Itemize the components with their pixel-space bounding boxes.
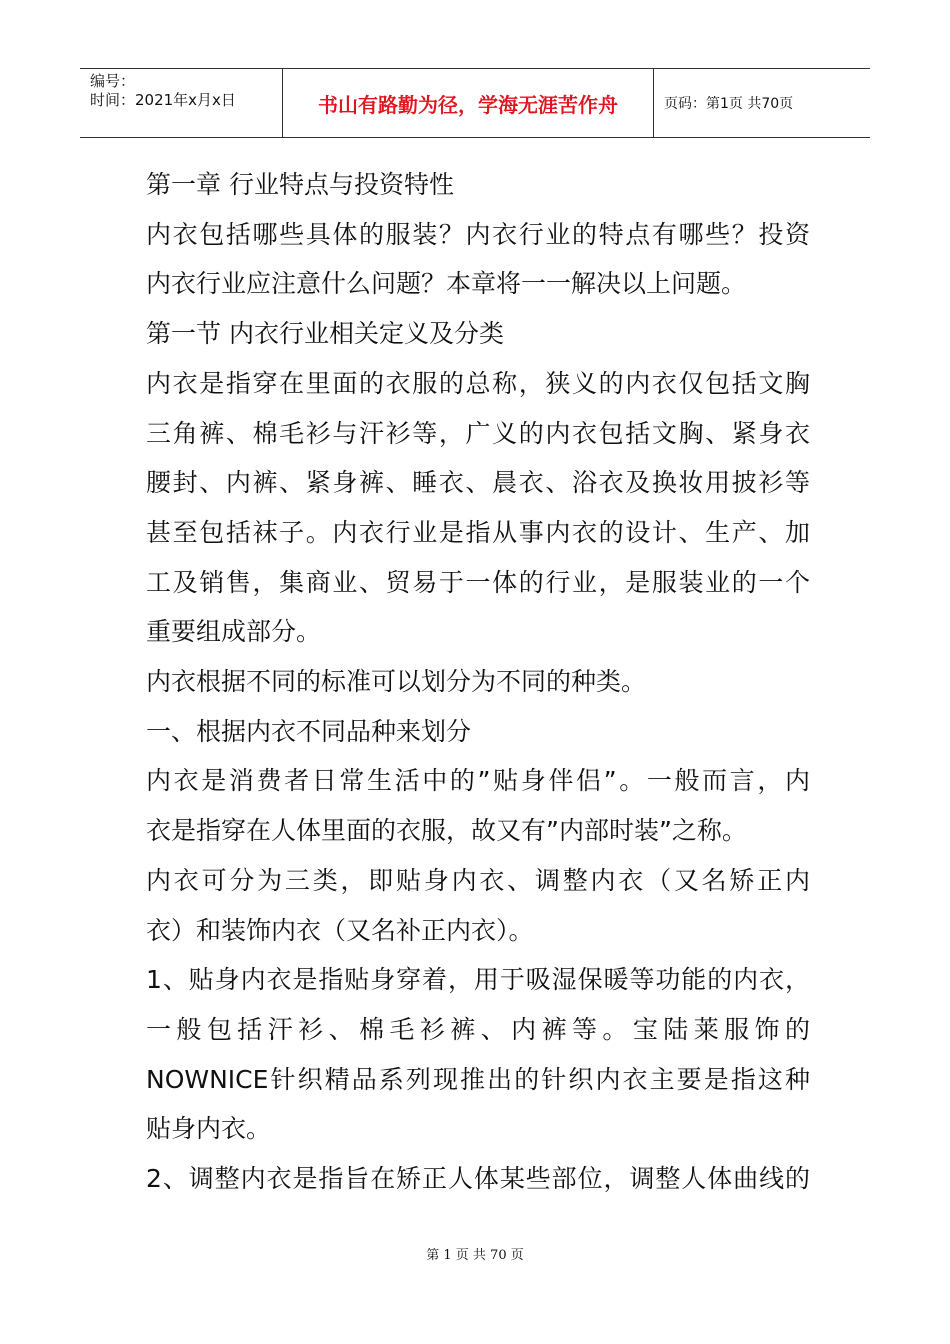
body-line: 衣）和装饰内衣（又名补正内衣）。 — [146, 915, 534, 945]
section-title: 第一节 内衣行业相关定义及分类 — [146, 319, 504, 349]
body-line: 内衣是消费者日常生活中的”贴身伴侣”。一般而言，内 — [146, 766, 810, 796]
body-line: 内衣根据不同的标准可以划分为不同的种类。 — [146, 667, 647, 697]
body-line: 内衣是指穿在里面的衣服的总称，狭义的内衣仅包括文胸 — [146, 368, 810, 398]
motto-text: 书山有路勤为径，学海无涯苦作舟 — [318, 92, 618, 117]
header-page-cell — [654, 69, 870, 137]
body-line: 工及销售，集商业、贸易于一体的行业，是服装业的一个 — [146, 567, 810, 597]
body-line: 一般包括汗衫、棉毛衫裤、内裤等。宝陆莱服饰的 — [146, 1014, 810, 1044]
body-line: 内衣可分为三类，即贴身内衣、调整内衣（又名矫正内 — [146, 865, 810, 895]
body-line: 1、贴身内衣是指贴身穿着，用于吸湿保暖等功能的内衣， — [146, 965, 810, 995]
header-meta-cell — [80, 69, 283, 137]
number-label: 编号： — [90, 72, 136, 90]
page-header — [80, 68, 870, 138]
time-label: 时间：2021年x月x日 — [90, 91, 236, 109]
body-line: 内衣行业应注意什么问题？本章将一一解决以上问题。 — [146, 269, 747, 299]
body-line: NOWNICE针织精品系列现推出的针织内衣主要是指这种 — [146, 1064, 810, 1094]
subsection-title: 一、根据内衣不同品种来划分 — [146, 716, 472, 746]
body-line: 2、调整内衣是指旨在矫正人体某些部位，调整人体曲线的 — [146, 1164, 810, 1194]
header-motto-cell — [283, 69, 654, 137]
chapter-title: 第一章 行业特点与投资特性 — [146, 170, 454, 199]
body-line: 三角裤、棉毛衫与汗衫等，广义的内衣包括文胸、紧身衣 — [146, 418, 810, 448]
document-body — [146, 160, 810, 1204]
page-info: 页码：第1页 共70页 — [664, 96, 794, 112]
page-footer — [0, 1244, 950, 1263]
body-line: 衣是指穿在人体里面的衣服，故又有”内部时装”之称。 — [146, 816, 747, 846]
body-line: 重要组成部分。 — [146, 617, 322, 647]
body-line: 甚至包括袜子。内衣行业是指从事内衣的设计、生产、加 — [146, 517, 810, 547]
body-line: 腰封、内裤、紧身裤、睡衣、晨衣、浴衣及换妆用披衫等 — [146, 468, 810, 498]
body-line: 内衣包括哪些具体的服装？内衣行业的特点有哪些？投资 — [146, 219, 810, 249]
footer-page-number: 第 1 页 共 70 页 — [426, 1248, 524, 1263]
body-line: 贴身内衣。 — [146, 1114, 272, 1144]
